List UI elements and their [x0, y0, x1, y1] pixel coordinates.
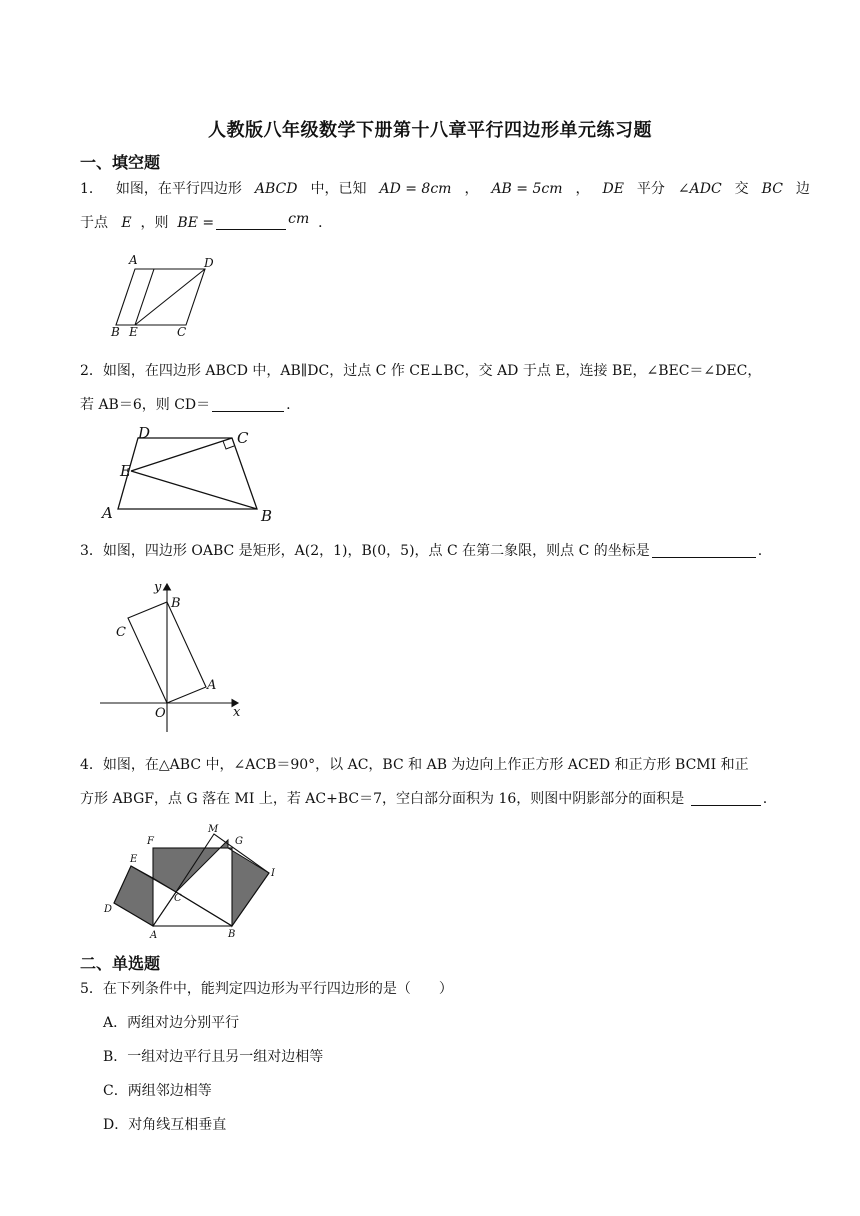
- q4-text: 方形 ABGF，点 G 落在 MI 上，若 AC+BC＝7，空白部分面积为 16，则图中阴影部分的面积是: [80, 791, 685, 807]
- q1-text-7: ，则: [140, 215, 169, 231]
- q1-label-e: E: [129, 325, 138, 339]
- q1-parallelogram-figure: [105, 250, 225, 342]
- q1-bc: BC: [761, 181, 783, 197]
- q2-label-a: A: [102, 504, 113, 522]
- q2-label-d: D: [138, 424, 151, 442]
- q4-label-b: B: [228, 929, 236, 940]
- q4-label-a: A: [150, 930, 158, 941]
- q1-point-e: E: [121, 215, 132, 231]
- question-2-line-1: 2．如图，在四边形 ABCD 中，AB∥DC，过点 C 作 CE⊥BC，交 AD 于点 E，连接 BE，∠BEC＝∠DEC，: [80, 363, 762, 379]
- q1-text-1: 如图，在平行四边形: [115, 181, 242, 197]
- question-4-line-1: 4．如图，在△ABC 中，∠ACB＝90°，以 AC，BC 和 AB 为边向上作正方形 ACED 和正方形 BCMI 和正: [80, 757, 749, 773]
- q4-label-m: M: [208, 824, 219, 835]
- q3-answer-blank[interactable]: [652, 541, 756, 558]
- q1-label-c: C: [177, 325, 187, 339]
- q1-comma-1: ，: [464, 181, 479, 197]
- q1-de: DE: [602, 181, 624, 197]
- q3-label-x: x: [233, 705, 241, 720]
- section-heading-single-choice: 二、单选题: [80, 954, 161, 973]
- q1-ad-length: AD = 8cm: [379, 181, 452, 197]
- question-4-line-2: [80, 788, 810, 810]
- q4-label-c: C: [174, 893, 182, 904]
- q2-label-b: B: [261, 507, 273, 525]
- q1-text-2: 中，已知: [310, 181, 367, 197]
- q2-trapezoid-figure: [95, 422, 285, 526]
- q2-label-e: E: [120, 462, 131, 480]
- q1-be: BE =: [177, 215, 215, 231]
- q4-label-d: D: [104, 904, 113, 915]
- q3-text: 3．如图，四边形 OABC 是矩形，A(2，1)，B(0，5)，点 C 在第二象限，则点 C 的坐标是: [80, 543, 650, 559]
- q2-end: .: [286, 397, 291, 413]
- q4-label-e: E: [130, 854, 138, 865]
- q5-option-d[interactable]: D．对角线互相垂直: [103, 1117, 227, 1133]
- question-5-stem: 5．在下列条件中，能判定四边形为平行四边形的是（ ）: [80, 981, 453, 997]
- q4-label-i: I: [271, 868, 275, 879]
- q2-text: 若 AB＝6，则 CD＝: [80, 397, 211, 413]
- q4-end: .: [762, 791, 768, 807]
- q3-label-b: B: [171, 596, 181, 611]
- question-1-line-2: [80, 212, 810, 234]
- document-title: 人教版八年级数学下册第十八章平行四边形单元练习题: [208, 120, 652, 141]
- q4-label-g: G: [235, 836, 243, 847]
- section-heading-fill-in: 一、填空题: [80, 153, 161, 172]
- q1-abcd: ABCD: [254, 181, 298, 197]
- q2-label-c: C: [237, 429, 249, 447]
- q4-answer-blank[interactable]: [691, 789, 761, 806]
- q5-option-c[interactable]: C．两组邻边相等: [103, 1083, 212, 1099]
- q1-num: 1．: [80, 181, 103, 197]
- q2-answer-blank[interactable]: [212, 395, 284, 412]
- question-1-line-1: [80, 178, 810, 200]
- q3-coordinate-figure: [96, 574, 256, 734]
- question-2-line-2: [80, 394, 810, 416]
- q1-unit: cm: [288, 211, 310, 227]
- q3-label-y: y: [154, 580, 162, 595]
- q1-comma-2: ，: [575, 181, 590, 197]
- q4-label-f: F: [147, 836, 154, 847]
- q1-text-6: 于点: [80, 215, 108, 231]
- q1-text-5: 边: [795, 181, 810, 197]
- q3-label-a: A: [207, 678, 217, 693]
- q1-angle: ∠ADC: [677, 181, 722, 197]
- q1-end: ．: [318, 215, 333, 231]
- q1-answer-blank[interactable]: [216, 213, 286, 230]
- q1-text-3: 平分: [636, 181, 665, 197]
- q4-squares-figure: [98, 820, 288, 944]
- q3-end: .: [757, 543, 763, 559]
- q3-label-o: O: [155, 706, 166, 721]
- q1-text-4: 交: [734, 181, 749, 197]
- q5-option-b[interactable]: B．一组对边平行且另一组对边相等: [103, 1049, 324, 1065]
- question-3-text: [80, 540, 810, 562]
- q1-label-b: B: [111, 325, 120, 339]
- q1-label-a: A: [129, 253, 138, 267]
- q3-label-c: C: [116, 625, 126, 640]
- q1-ab-length: AB = 5cm: [491, 181, 563, 197]
- q1-label-d: D: [204, 256, 214, 270]
- q5-option-a[interactable]: A．两组对边分别平行: [103, 1015, 240, 1031]
